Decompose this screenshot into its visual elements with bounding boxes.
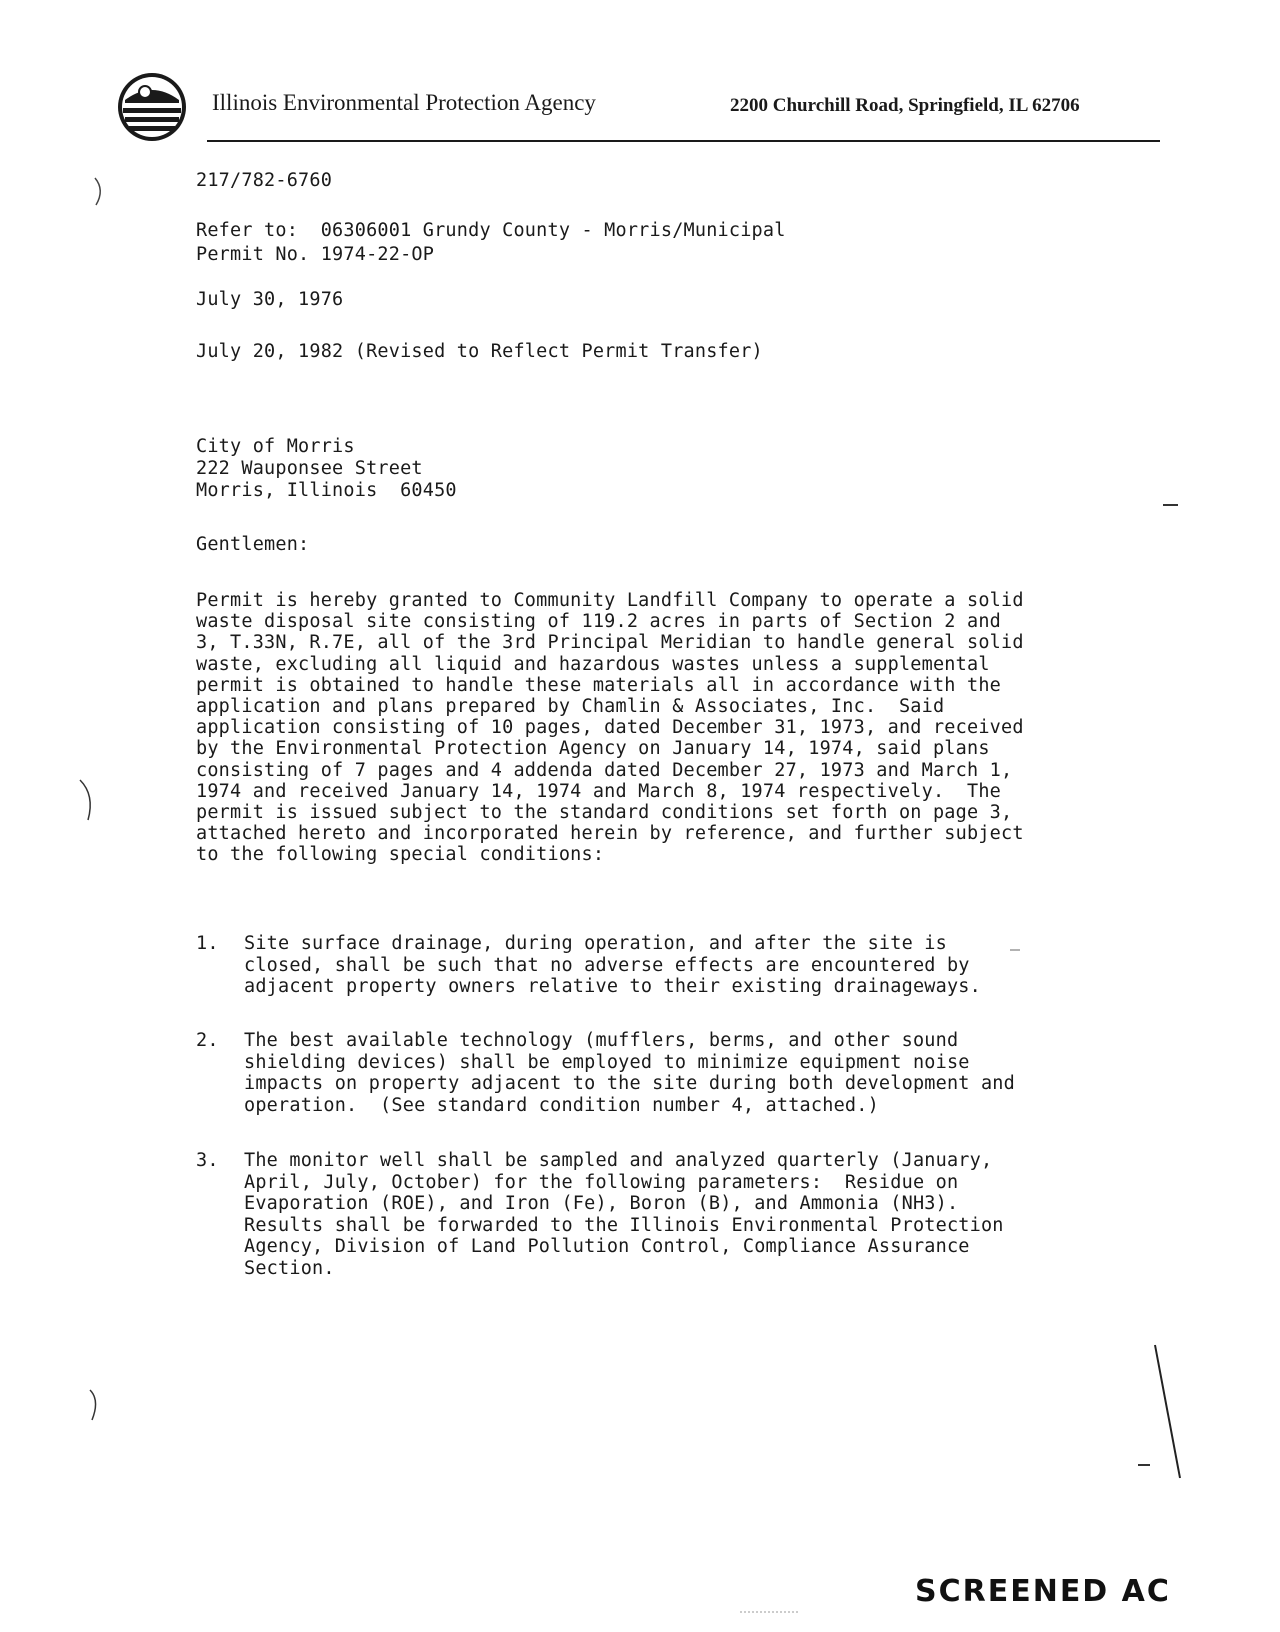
phone-number: 217/782-6760 [196,170,333,191]
body-line: waste, excluding all liquid and hazardous wastes unless a supplemental [196,653,990,675]
condition-3-number: 3. [196,1150,219,1171]
condition-line: The monitor well shall be sampled and analyzed quarterly (January, [244,1150,993,1171]
screened-stamp: SCREENED AC [915,1574,1171,1609]
condition-line: Site surface drainage, during operation, and after the site is [244,933,947,954]
condition-line: April, July, October) for the following parameters: Residue on [244,1171,959,1193]
body-line: to the following special conditions: [196,844,605,866]
condition-line: Results shall be forwarded to the Illinois Environmental Protection [244,1214,1004,1236]
iepa-seal-logo [115,70,189,144]
recipient-line-1: City of Morris [196,436,355,457]
body-line: application and plans prepared by Chamlin & Associates, Inc. Said [196,696,945,718]
body-line: consisting of 7 pages and 4 addenda dated December 27, 1973 and March 1, [196,759,1013,781]
body-line: 1974 and received January 14, 1974 and March 8, 1974 respectively. The [196,780,1001,802]
recipient-line-2: 222 Wauponsee Street [196,458,423,479]
body-line: application consisting of 10 pages, dated December 31, 1973, and received [196,717,1024,739]
condition-1-number: 1. [196,933,219,954]
body-paragraph [196,590,1024,866]
condition-line: closed, shall be such that no adverse effects are encountered by [244,954,970,976]
letterhead [110,70,1160,140]
permit-number: Permit No. 1974-22-OP [196,244,435,265]
original-date: July 30, 1976 [196,289,344,310]
body-line: Permit is hereby granted to Community Landfill Company to operate a solid [196,590,1024,611]
revised-date: July 20, 1982 (Revised to Reflect Permit Transfer) [196,341,763,362]
condition-2-text [244,1030,1015,1116]
body-line: permit is issued subject to the standard conditions set forth on page 3, [196,802,1013,824]
body-line: attached hereto and incorporated herein by reference, and further subject [196,823,1024,845]
condition-line: operation. (See standard condition number 4, attached.) [244,1094,879,1116]
condition-line: The best available technology (mufflers, berms, and other sound [244,1030,959,1051]
condition-line: Evaporation (ROE), and Iron (Fe), Boron (B), and Ammonia (NH3). [244,1193,959,1214]
condition-line: Section. [244,1257,335,1279]
body-line: permit is obtained to handle these materials all in accordance with the [196,674,1001,696]
agency-address: 2200 Churchill Road, Springfield, IL 62706 [730,95,1080,116]
letterhead-divider [207,140,1160,142]
body-line: by the Environmental Protection Agency on January 14, 1974, said plans [196,738,990,760]
recipient-address [196,436,457,502]
condition-2-number: 2. [196,1030,219,1051]
body-line: waste disposal site consisting of 119.2 acres in parts of Section 2 and [196,611,1001,633]
condition-line: impacts on property adjacent to the site during both development and [244,1073,1015,1094]
agency-name: Illinois Environmental Protection Agency [212,90,596,115]
condition-line: Agency, Division of Land Pollution Control, Compliance Assurance [244,1236,970,1257]
condition-line: shielding devices) shall be employed to minimize equipment noise [244,1051,970,1073]
salutation: Gentlemen: [196,534,310,555]
recipient-line-3: Morris, Illinois 60450 [196,480,457,501]
condition-3-text [244,1150,1004,1279]
refer-to-line: Refer to: 06306001 Grundy County - Morris/Municipal [196,220,786,241]
condition-line: adjacent property owners relative to their existing drainageways. [244,976,981,997]
body-line: 3, T.33N, R.7E, all of the 3rd Principal Meridian to handle general solid [196,632,1024,654]
condition-1-text [244,933,981,998]
